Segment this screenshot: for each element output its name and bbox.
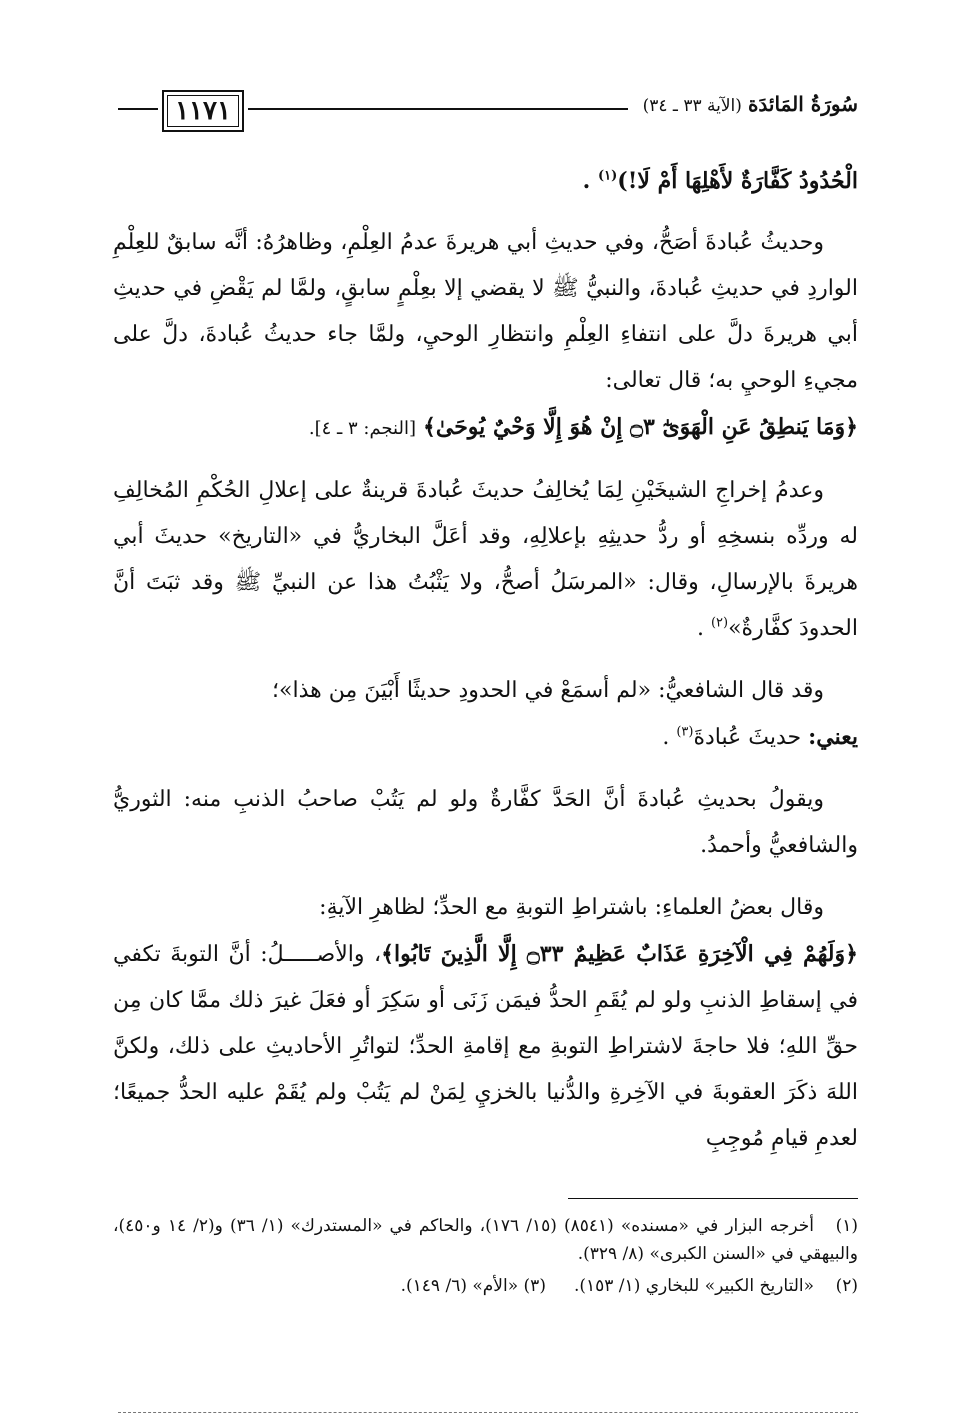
- paragraph-4-text2: حديثَ عُبادةَ: [693, 725, 802, 750]
- footnote-ref-2: (٢): [710, 615, 729, 631]
- paragraph-2-text: وحديثُ عُبادةَ أصَحُّ، وفي حديثِ أبي هريرةَ عدمُ العِلْمِ، وظاهرُهُ: أنَّه سابقٌ للعِلْمِ الواردِ في حديثِ عُبادةَ، والنبيُّ ﷺ لا يقضي إلا بعِلْمٍ سابقٍ، ولمَّا لم يَقْضِ في حديثِ أبي هريرةَ دلَّ على انتفاءِ العِلْمِ وانتظارِ الوحيِ، ولمَّا جاء حديثُ عُبادةَ، دلَّ على مجيءِ الوحيِ به؛ قال تعالى:: [113, 230, 858, 393]
- footnote-separator: [568, 1198, 858, 1199]
- paragraph-3-end: .: [696, 616, 704, 641]
- paragraph-4: [113, 668, 858, 761]
- footnote-2: [113, 1272, 858, 1300]
- paragraph-6-text: وقال بعضُ العلماءِ: باشتراطِ التوبةِ مع الحدِّ؛ لظاهرِ الآيةِ:: [319, 895, 824, 920]
- paragraph-1-end: .: [582, 168, 591, 194]
- footnote-3-number: (٣): [523, 1276, 546, 1296]
- quran-verse-najm: ﴿وَمَا يَنطِقُ عَنِ الْهَوَىٰٓ ۝٣ إِنْ هُوَ إِلَّا وَحْيٌ يُوحَىٰ﴾: [422, 414, 858, 440]
- paragraph-2: [113, 220, 858, 452]
- footnote-1-number: (١): [835, 1216, 858, 1236]
- page-number: ١١٧١: [175, 96, 231, 126]
- main-text: [113, 158, 858, 1178]
- paragraph-5: [113, 777, 858, 869]
- footnote-2-number: (٢): [835, 1276, 858, 1296]
- surah-title: سُورَةُ المَائدَة: [747, 92, 858, 116]
- footnote-ref-1: (١): [598, 168, 618, 184]
- footnote-3-text: «الأم» (٦/ ١٤٩).: [400, 1276, 519, 1296]
- page-number-box: [162, 90, 244, 132]
- footnotes: [113, 1212, 858, 1304]
- quran-verse-maidah: ﴿وَلَهُمْ فِي الْآخِرَةِ عَذَابٌ عَظِيمٌ ۝٣٣ إِلَّا الَّذِينَ تَابُوا﴾: [381, 941, 858, 967]
- scan-edge-artifact: [118, 1412, 858, 1413]
- paragraph-3: [113, 468, 858, 652]
- paragraph-4-end: .: [662, 725, 670, 750]
- verse-reference-najm: [النجم: ٣ ـ ٤].: [308, 418, 416, 439]
- footnote-1: [113, 1212, 858, 1268]
- paragraph-3-text: وعدمُ إخراجِ الشيخَيْنِ لِمَا يُخالِفُ حديثَ عُبادةَ قرينةٌ على إعلالِ الحُكْمِ المُخالِفِ له وردِّه بنسخِهِ أو ردُّ حديثِهِ بإعلالِهِ، وقد أعَلَّ البخاريُّ في «التاريخ» حديثَ أبي هريرةَ بالإرسالِ، وقال: «المرسَلُ أصحُّ، ولا يَثْبُتُ هذا عن النبيِّ ﷺ وقد ثبَتَ أنَّ الحدودَ كفَّارةٌ»: [113, 478, 858, 641]
- ayah-range: (الآية ٣٣ ـ ٣٤): [642, 96, 742, 116]
- footnote-1-text: أخرجه البزار في «مسنده» (٨٥٤١) (١٥/ ١٧٦)، والحاكم في «المستدرك» (١/ ٣٦) و(٢/ ١٤ و٤٥٠)، والبيهقي في «السنن الكبرى» (٨/ ٣٢٩).: [113, 1216, 858, 1264]
- footnote-2-text: «التاريخ الكبير» للبخاري (١/ ١٥٣).: [573, 1276, 814, 1296]
- paragraph-4-text: وقد قال الشافعيُّ: «لم أسمَعْ في الحدودِ حديثًا أَبْيَنَ مِن هذا»؛: [272, 678, 824, 703]
- running-title: [643, 92, 858, 116]
- header-rule-left: [118, 108, 158, 110]
- paragraph-5-text: ويقولُ بحديثِ عُبادةَ أنَّ الحَدَّ كفَّارةٌ ولو لم يَتُبْ صاحبُ الذنبِ منه: الثوريُّ والشافعيُّ وأحمدُ.: [113, 787, 858, 858]
- paragraph-6: [113, 885, 858, 1162]
- paragraph-6-text2: ، والأصـــــلُ: أنَّ التوبةَ تكفي في إسقاطِ الذنبِ ولو لم يُقَمِ الحدُّ فيمَن زَنَى أو سَكِرَ أو فعَلَ غيرَ ذلك ممَّا كان مِن حقِّ اللهِ؛ فلا حاجةَ لاشتراطِ التوبةِ مع إقامةِ الحدِّ؛ لتواتُرِ الأحاديثِ على ذلك، ولكنَّ اللهَ ذكَرَ العقوبةَ في الآخِرةِ والدُّنيا بالخزيِ لِمَنْ لم يَتُبْ ولم يُقَمْ عليه الحدُّ جميعًا؛ لعدمِ قيامِ مُوجِبِ: [113, 942, 858, 1151]
- running-header: [118, 88, 858, 138]
- paragraph-1-text: الْحُدُودُ كَفَّارَةٌ لأَهْلِهَا أَمْ لَا!): [617, 168, 858, 194]
- header-rule-right: [248, 108, 628, 110]
- footnote-ref-3: (٣): [676, 724, 694, 740]
- paragraph-4-lead: يعني:: [808, 724, 858, 750]
- paragraph-1: [113, 158, 858, 204]
